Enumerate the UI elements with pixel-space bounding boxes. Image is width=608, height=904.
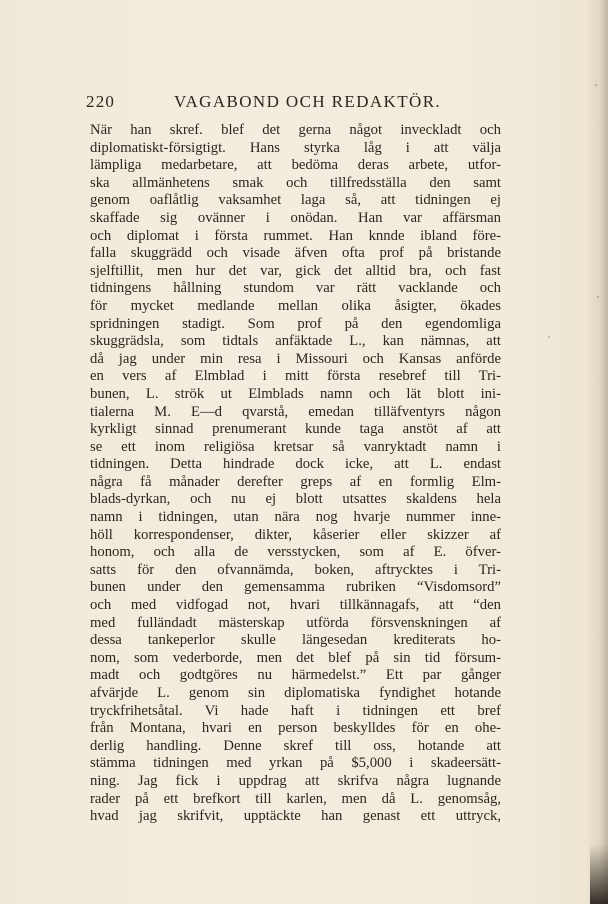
text-line: tryckfrihetsåtal. Vi hade haft i tidningen ett bref bbox=[90, 702, 501, 719]
text-line: diplomatiskt-försigtigt. Hans styrka låg i att välja bbox=[90, 139, 501, 156]
text-line: falla skuggrädd och visade äfven ofta prof på bristande bbox=[90, 245, 501, 262]
text-line: se ett inom religiösa kretsar så vanryktadt namn i bbox=[90, 438, 501, 455]
text-line: från Montana, hvari en person beskylldes för en ohe- bbox=[90, 720, 501, 737]
paper-speck bbox=[595, 84, 597, 86]
page-corner-shadow bbox=[590, 844, 608, 904]
page-number: 220 bbox=[86, 92, 116, 111]
page-header bbox=[86, 92, 506, 116]
text-line: madt och godtgöres nu härmedelst.” Ett par gånger bbox=[90, 667, 501, 684]
text-line: lämpliga medarbetare, att bedöma deras arbete, utfor- bbox=[90, 157, 501, 174]
text-line: hvad jag skrifvit, upptäckte han genast ett uttryck, bbox=[90, 808, 501, 825]
body-text bbox=[90, 122, 501, 826]
text-line: genom oaflåtlig vaksamhet laga så, att tidningen ej bbox=[90, 192, 501, 209]
text-line: kyrkligt sinnad prenumerant kunde taga anstöt af att bbox=[90, 421, 501, 438]
text-line: tialerna M. E—d qvarstå, emedan tilläfventyrs någon bbox=[90, 403, 501, 420]
text-line: stämma tidningen med yrkan på $5,000 i skadeersätt- bbox=[90, 755, 501, 772]
text-line: sjelftillit, men hur det var, gick det alltid bra, och fast bbox=[90, 262, 501, 279]
text-line: några få månader derefter greps af en formlig Elm- bbox=[90, 473, 501, 490]
text-line: bunen under den gemensamma rubriken “Visdomsord” bbox=[90, 579, 501, 596]
text-line: då jag under min resa i Missouri och Kansas anförde bbox=[90, 350, 501, 367]
text-line: och diplomat i första rummet. Han knnde ibland före- bbox=[90, 227, 501, 244]
text-line: honom, och alla de versstycken, som af E. öfver- bbox=[90, 544, 501, 561]
text-line: dessa tankeperlor skulle längesedan krediterats ho- bbox=[90, 632, 501, 649]
text-line: nom, som vederborde, men det blef på sin tid försum- bbox=[90, 649, 501, 666]
running-head: VAGABOND OCH REDAKTÖR. bbox=[174, 92, 442, 111]
text-line: När han skref. blef det gerna något inveckladt och bbox=[90, 122, 501, 138]
text-line: derlig handling. Denne skref till oss, hotande att bbox=[90, 737, 501, 754]
text-line: tidningen. Detta hindrade dock icke, att L. endast bbox=[90, 456, 501, 473]
text-line: afvärjde L. genom sin diplomatiska fyndighet hotande bbox=[90, 685, 501, 701]
text-line: för mycket medlande mellan olika åsigter, ökades bbox=[90, 297, 501, 314]
paper-speck bbox=[548, 336, 550, 338]
page-edge-shadow bbox=[586, 0, 608, 904]
text-line: och med vidfogad not, hvari tillkännagafs, att “den bbox=[90, 597, 501, 614]
text-line: tidningens hållning stundom var rätt vacklande och bbox=[90, 280, 501, 297]
text-line: skaffade sig ovänner i onödan. Han var affärsman bbox=[90, 209, 501, 226]
text-line: höll korrespondenser, dikter, kåserier eller skizzer af bbox=[90, 526, 501, 543]
text-line: en vers af Elmblad i mitt första resebref till Tri- bbox=[90, 368, 501, 385]
text-line: spridningen stadigt. Som prof på den egendomliga bbox=[90, 315, 501, 332]
text-line: namn i tidningen, utan nära nog hvarje nummer inne- bbox=[90, 509, 501, 526]
text-line: blads-dyrkan, och nu ej blott utsattes skaldens hela bbox=[90, 491, 501, 508]
text-line: satts för den ofvannämda, boken, aftrycktes i Tri- bbox=[90, 561, 501, 578]
text-line: ska allmänhetens smak och tillfredsställa den samt bbox=[90, 174, 501, 191]
text-line: med fulländadt mästerskap utförda försvenskningen af bbox=[90, 614, 501, 631]
text-line: bunen, L. strök ut Elmblads namn och lät blott ini- bbox=[90, 385, 501, 402]
text-line: rader på ett brefkort till karlen, men då L. genomsåg, bbox=[90, 790, 501, 807]
text-line: ning. Jag fick i uppdrag att skrifva några lugnande bbox=[90, 772, 501, 789]
text-line: skuggrädsla, som tidtals anfäktade L., kan nämnas, att bbox=[90, 333, 501, 350]
paper-speck bbox=[597, 296, 599, 298]
